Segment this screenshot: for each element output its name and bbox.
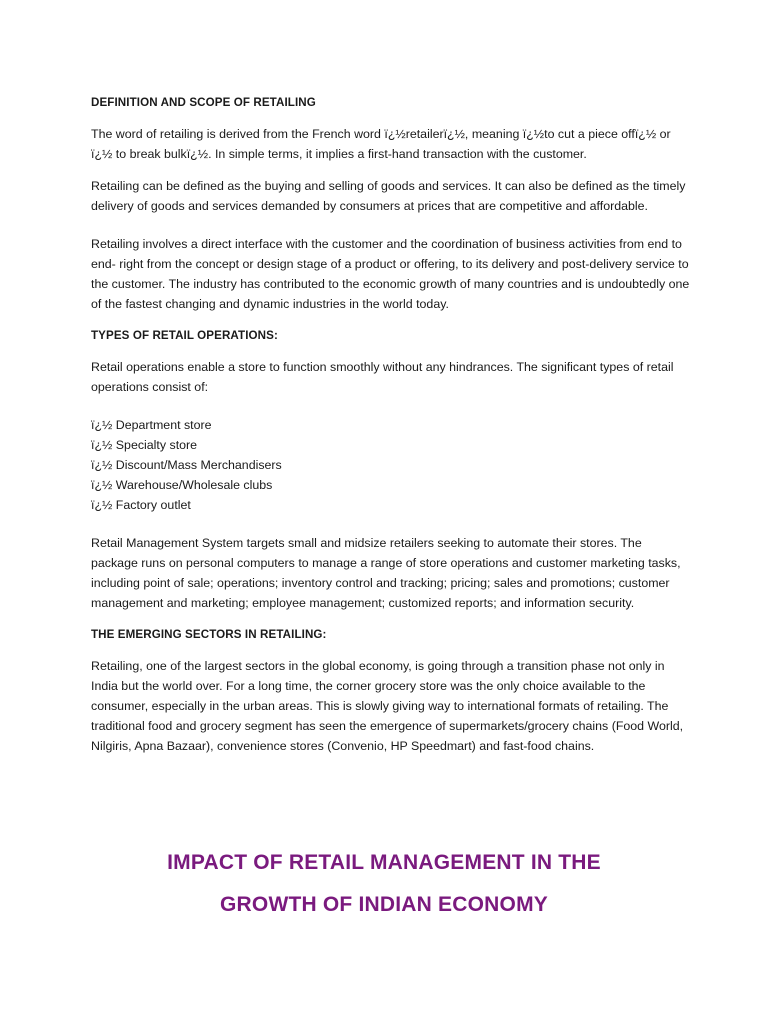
list-item: ï¿½ Factory outlet [91,498,191,512]
list-item: ï¿½ Warehouse/Wholesale clubs [91,478,273,492]
paragraph-etymology: The word of retailing is derived from the French word ï¿½retailerï¿½, meaning ï¿½to cut a piece offï¿½ or ï¿½ to break bulkï¿½. In simple terms, it implies a first-hand transaction with the customer. [91,127,671,161]
section-heading-types: TYPES OF RETAIL OPERATIONS: [91,329,278,342]
title-line-2: GROWTH OF INDIAN ECONOMY [220,893,548,916]
list-item: ï¿½ Discount/Mass Merchandisers [91,458,282,472]
retail-types-list [91,415,691,515]
document-body [91,93,691,774]
section-heading-definition: DEFINITION AND SCOPE OF RETAILING [91,96,316,109]
paragraph-rms: Retail Management System targets small and midsize retailers seeking to automate their stores. The package runs on personal computers to manage a range of store operations and customer marketing tasks, including point of sale; operations; inventory control and tracking; pricing; sales and promotions; customer management and marketing; employee management; customized reports; and information security. [91,536,681,610]
paragraph-definition: Retailing can be defined as the buying and selling of goods and services. It can also be defined as the timely delivery of goods and services demanded by consumers at prices that are competitive and affordable. [91,179,686,213]
paragraph-emerging: Retailing, one of the largest sectors in the global economy, is going through a transition phase not only in India but the world over. For a long time, the corner grocery store was the only choice available to the consumer, especially in the urban areas. This is slowly giving way to international formats of retailing. The traditional food and grocery segment has seen the emergence of supermarkets/grocery chains (Food World, Nilgiris, Apna Bazaar), convenience stores (Convenio, HP Speedmart) and fast-food chains. [91,659,684,753]
list-item: ï¿½ Department store [91,418,212,432]
list-item: ï¿½ Specialty store [91,438,198,452]
paragraph-interface: Retailing involves a direct interface with the customer and the coordination of business activities from end to end- right from the concept or design stage of a product or offering, to its delivery and post-delivery service to the customer. The industry has contributed to the economic growth of many countries and is undoubtedly one of the fastest changing and dynamic industries in the world today. [91,237,690,311]
paragraph-types-intro: Retail operations enable a store to function smoothly without any hindrances. The significant types of retail operations consist of: [91,360,674,394]
section-heading-emerging: THE EMERGING SECTORS IN RETAILING: [91,628,327,641]
title-line-1: IMPACT OF RETAIL MANAGEMENT IN THE [167,851,601,874]
